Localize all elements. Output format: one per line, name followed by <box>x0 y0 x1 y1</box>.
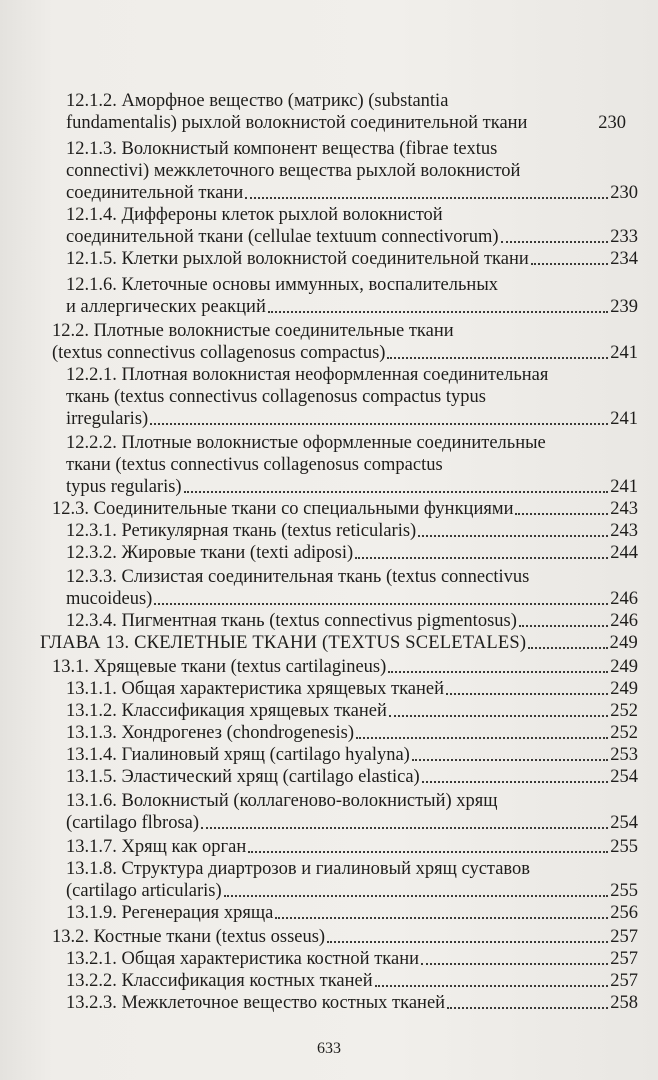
toc-page-number: 254 <box>610 767 638 787</box>
toc-entry-line <box>66 812 638 834</box>
toc-entry <box>66 274 638 318</box>
toc-entry-line <box>66 112 626 134</box>
toc-entry <box>66 432 638 498</box>
toc-page-number: 243 <box>610 499 638 519</box>
toc-page-number: 243 <box>610 521 638 541</box>
toc-entry <box>66 700 638 722</box>
toc-entry-line <box>66 678 638 700</box>
toc-entry <box>66 566 638 610</box>
dot-leader <box>447 1007 608 1009</box>
toc-entry <box>66 90 626 134</box>
toc-entry-line <box>66 520 638 542</box>
toc-entry-title: 12.1.6. Клеточные основы иммунных, воспалительных <box>66 275 499 295</box>
dot-leader <box>268 311 608 313</box>
toc-entry-line <box>66 700 638 722</box>
toc-entry <box>66 542 638 564</box>
toc-entry-title: ткань (textus connectivus collagenosus compactus typus <box>66 387 486 407</box>
toc-entry-line <box>66 408 638 430</box>
dot-leader <box>275 917 608 919</box>
toc-entry-line <box>66 766 638 788</box>
toc-page-number: 257 <box>610 971 638 991</box>
dot-leader <box>531 263 609 265</box>
toc-page-number: 239 <box>610 297 638 317</box>
dot-leader <box>184 491 609 493</box>
toc-entry-title: ткани (textus connectivus collagenosus compactus <box>66 455 443 475</box>
toc-entry-title: 13.1.3. Хондрогенез (chondrogenesis) <box>66 723 354 743</box>
toc-entry-line <box>66 364 638 386</box>
toc-entry-title: 12.2. Плотные волокнистые соединительные ткани <box>52 321 454 341</box>
toc-entry-title: 13.2.1. Общая характеристика костной ткани <box>66 949 420 969</box>
toc-entry-title: соединительной ткани <box>66 183 244 203</box>
toc-page-number: 244 <box>610 543 638 563</box>
toc-entry-line <box>66 248 638 270</box>
toc-entry-line <box>66 902 638 924</box>
toc-entry <box>66 948 638 970</box>
toc-page-number: 258 <box>610 993 638 1013</box>
toc-entry-line <box>66 836 638 858</box>
toc-page-number: 249 <box>609 633 638 653</box>
dot-leader <box>389 715 608 717</box>
toc-entry <box>66 902 638 924</box>
toc-entry-line <box>66 296 638 318</box>
toc-page-number: 246 <box>610 611 638 631</box>
toc-entry-line <box>66 160 638 182</box>
dot-leader <box>418 535 608 537</box>
toc-entry-title: 12.1.3. Волокнистый компонент вещества (fibrae textus <box>66 139 498 159</box>
dot-leader <box>515 513 608 515</box>
toc-entry-line <box>66 204 638 226</box>
toc-entry <box>66 610 638 632</box>
dot-leader <box>387 357 608 359</box>
toc-page-number: 252 <box>610 723 638 743</box>
toc-page-number: 241 <box>610 477 638 497</box>
toc-entry <box>66 248 638 270</box>
toc-entry-line <box>66 274 638 296</box>
toc-entry-line <box>66 566 638 588</box>
toc-entry-title: 13.2.2. Классификация костных тканей <box>66 971 373 991</box>
toc-entry-line <box>52 926 638 948</box>
toc-entry-line <box>66 542 638 564</box>
toc-page-number: 255 <box>610 881 638 901</box>
toc-entry-title: 13.1.7. Хрящ как орган <box>66 837 247 857</box>
toc-entry-title: 12.3.1. Ретикулярная ткань (textus reticularis) <box>66 521 417 541</box>
toc-entry <box>66 836 638 858</box>
toc-entry-line <box>66 182 638 204</box>
dot-leader <box>201 827 608 829</box>
dot-leader <box>356 737 608 739</box>
toc-entry-title: 12.3.4. Пигментная ткань (textus connectivus pigmentosus) <box>66 611 517 631</box>
toc-entry <box>66 678 638 700</box>
toc-entry-title: 12.3.2. Жировые ткани (texti adiposi) <box>66 543 354 563</box>
dot-leader <box>154 603 608 605</box>
dot-leader <box>388 671 608 673</box>
toc-entry-title: 13.1.2. Классификация хрящевых тканей <box>66 701 387 721</box>
toc-entry-line <box>52 498 638 520</box>
toc-entry-line <box>66 970 638 992</box>
toc-entry <box>66 722 638 744</box>
toc-page-number: 257 <box>610 949 638 969</box>
toc-entry-line <box>66 858 638 880</box>
toc-entry-title: 13.1.4. Гиалиновый хрящ (cartilago hyalyna) <box>66 745 410 765</box>
toc-entry-line <box>66 744 638 766</box>
dot-leader <box>150 423 608 425</box>
toc-entry-title: 13.1.9. Регенерация хряща <box>66 903 274 923</box>
toc-entry-title: irregularis) <box>66 409 149 429</box>
toc-entry-title: 13.1.6. Волокнистый (коллагеново-волокнистый) хрящ <box>66 791 498 811</box>
dot-leader <box>375 985 609 987</box>
toc-entry <box>66 858 638 902</box>
dot-leader <box>422 781 609 783</box>
toc-entry-title: (cartilago flbrosa) <box>66 813 200 833</box>
toc-entry-line <box>52 320 638 342</box>
toc-entry <box>52 498 638 520</box>
toc-entry-title: 12.1.5. Клетки рыхлой волокнистой соединительной ткани <box>66 249 529 269</box>
toc-entry-title: и аллергических реакций <box>66 297 266 317</box>
toc-page-number: 230 <box>598 113 626 133</box>
toc-entry-line <box>66 610 638 632</box>
toc-entry-line <box>66 226 638 248</box>
toc-entry-title: 13.2.3. Межклеточное вещество костных тканей <box>66 993 446 1013</box>
toc-entry-title: 13.2. Костные ткани (textus osseus) <box>52 927 326 947</box>
toc-entry-title: (textus connectivus collagenosus compactus) <box>52 343 386 363</box>
toc-entry <box>66 520 638 542</box>
toc-page-number: 257 <box>610 927 638 947</box>
toc-page-number: 253 <box>610 745 638 765</box>
dot-leader <box>412 759 608 761</box>
dot-leader <box>248 851 608 853</box>
toc-entry-line <box>66 432 638 454</box>
toc-entry <box>66 992 638 1014</box>
toc-page-number: 256 <box>610 903 638 923</box>
toc-entry-title: 12.1.2. Аморфное вещество (матрикс) (substantia <box>66 91 449 111</box>
toc-entry-title: typus regularis) <box>66 477 182 497</box>
toc-page-number: 233 <box>610 227 638 247</box>
toc-page-number: 230 <box>610 183 638 203</box>
toc-entry <box>66 138 638 204</box>
dot-leader <box>421 963 608 965</box>
toc-entry-title: ГЛАВА 13. СКЕЛЕТНЫЕ ТКАНИ (TEXTUS SCELETALES) <box>40 633 527 653</box>
toc-entry-title: 13.1.8. Структура диартрозов и гиалиновый хрящ суставов <box>66 859 531 879</box>
toc-entry-title: fundamentalis) рыхлой волокнистой соединительной ткани <box>66 113 528 133</box>
toc-entry-line <box>66 90 626 112</box>
toc-entry-title: 12.2.1. Плотная волокнистая неоформленная соединительная <box>66 365 549 385</box>
dot-leader <box>446 693 608 695</box>
toc-entry-title: connectivi) межклеточного вещества рыхлой волокнистой <box>66 161 521 181</box>
toc-entry <box>66 766 638 788</box>
toc-entry-line <box>66 722 638 744</box>
dot-leader <box>355 557 608 559</box>
toc-entry-title: 12.3.3. Слизистая соединительная ткань (textus connectivus <box>66 567 530 587</box>
toc-entry-line <box>66 588 638 610</box>
toc-entry-line <box>52 342 638 364</box>
dot-leader <box>519 625 608 627</box>
dot-leader <box>327 941 608 943</box>
toc-entry <box>66 790 638 834</box>
toc-page-number: 252 <box>610 701 638 721</box>
toc-entry-title: (cartilago articularis) <box>66 881 222 901</box>
toc-page-number: 246 <box>610 589 638 609</box>
toc-entry <box>66 744 638 766</box>
toc-entry <box>52 656 638 678</box>
toc-entry-line <box>66 386 638 408</box>
toc-entry <box>66 970 638 992</box>
toc-entry-title: соединительной ткани (cellulae textuum connectivorum) <box>66 227 499 247</box>
toc-entry-line <box>52 656 638 678</box>
toc-entry-line <box>66 138 638 160</box>
toc-entry-title: 13.1.1. Общая характеристика хрящевых тканей <box>66 679 444 699</box>
toc-entry-line <box>66 790 638 812</box>
toc-entry <box>40 632 638 654</box>
toc-page-number: 241 <box>610 409 638 429</box>
toc-page-number: 249 <box>610 679 638 699</box>
toc-page-number: 241 <box>610 343 638 363</box>
dot-leader <box>528 647 607 649</box>
dot-leader <box>224 895 609 897</box>
dot-leader <box>245 197 608 199</box>
toc-entry-line <box>66 454 638 476</box>
toc-entry-line <box>40 632 638 654</box>
toc-entry <box>66 364 638 430</box>
toc-entry-title: 12.1.4. Диффероны клеток рыхлой волокнистой <box>66 205 443 225</box>
toc-entry-line <box>66 476 638 498</box>
toc-page-number: 254 <box>610 813 638 833</box>
toc-entry-title: 13.1.5. Эластический хрящ (cartilago elastica) <box>66 767 420 787</box>
toc-entry-title: 12.3. Соединительные ткани со специальными функциями <box>52 499 514 519</box>
toc-entry-title: mucoideus) <box>66 589 153 609</box>
toc-page-number: 255 <box>610 837 638 857</box>
toc-entry-line <box>66 948 638 970</box>
toc-entry-line <box>66 992 638 1014</box>
toc-entry <box>52 926 638 948</box>
page-number: 633 <box>317 1040 341 1057</box>
toc-page-number: 249 <box>610 657 638 677</box>
toc-page-number: 234 <box>610 249 638 269</box>
toc-entry-title: 13.1. Хрящевые ткани (textus cartilagineus) <box>52 657 387 677</box>
toc-entry-line <box>66 880 638 902</box>
toc-entry <box>52 320 638 364</box>
toc-entry-title: 12.2.2. Плотные волокнистые оформленные соединительные <box>66 433 546 453</box>
dot-leader <box>501 241 609 243</box>
toc-entry <box>66 204 638 248</box>
